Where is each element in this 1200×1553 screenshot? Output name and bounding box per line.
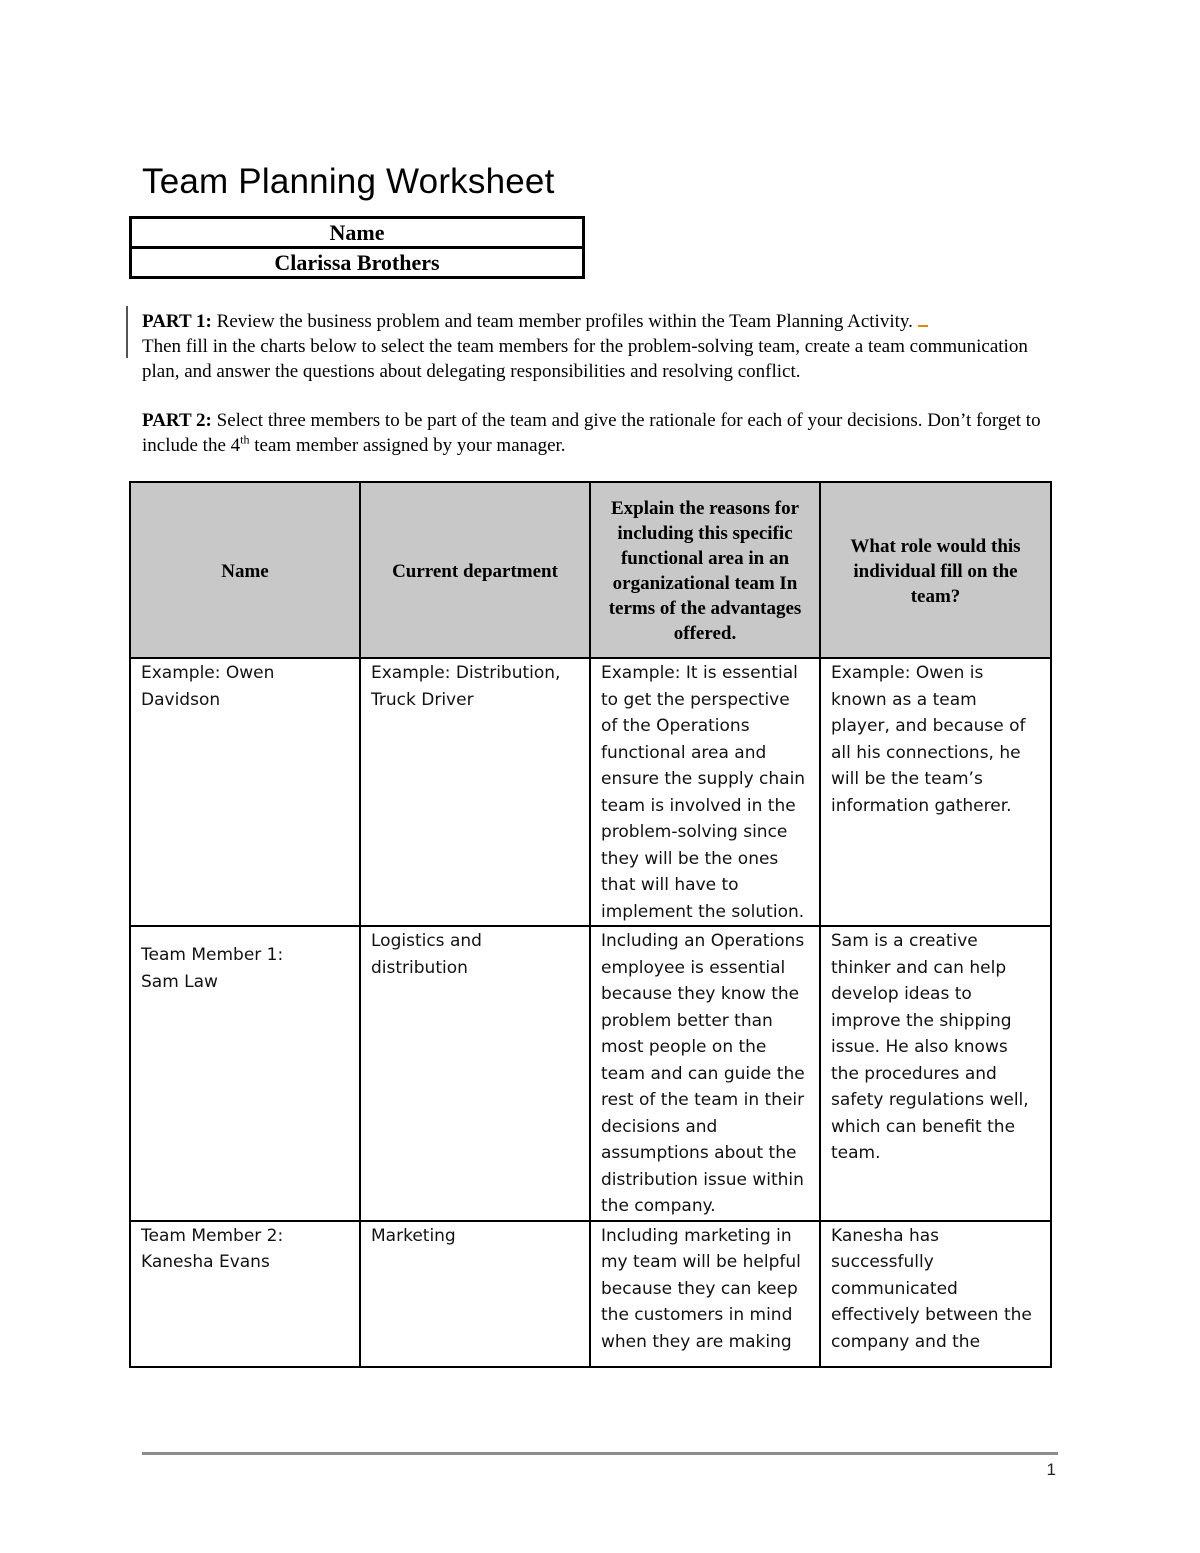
footer-rule	[142, 1452, 1058, 1455]
member1-name-value: Sam Law	[141, 971, 218, 992]
member2-department-cell[interactable]	[360, 1221, 590, 1367]
member1-name-label: Team Member 1:	[141, 945, 284, 966]
revision-mark-icon	[918, 311, 928, 327]
table-row	[130, 658, 1051, 926]
name-label: Name	[131, 218, 584, 248]
part1-text-rest: Then fill in the charts below to select the team members for the problem-solving team, create a team communication plan, and answer the questions about delegating responsibilities and resolving conflict.	[142, 336, 1028, 382]
member2-name-cell[interactable]	[130, 1221, 360, 1367]
member2-reason: Including marketing in my team will be helpful because they can keep the customers in mind when they are making	[601, 1225, 801, 1352]
header-role: What role would this individual fill on the team?	[820, 482, 1051, 658]
name-value[interactable]: Clarissa Brothers	[131, 248, 584, 278]
table-header-row	[130, 482, 1051, 658]
part2-text-a: Select three members to be part of the team and give the rationale for each of your decisions. Don’t forget to include the 4	[142, 410, 1041, 456]
example-department-cell[interactable]	[360, 658, 590, 926]
header-reasons: Explain the reasons for including this specific functional area in an organizational team In terms of the advantages offered.	[590, 482, 820, 658]
member2-reason-cell[interactable]	[590, 1221, 820, 1367]
member1-role: Sam is a creative thinker and can help develop ideas to improve the shipping issue. He also knows the procedures and safety regulations well, which can benefit the team.	[831, 931, 1029, 1163]
member2-name-label: Team Member 2:	[141, 1225, 284, 1246]
part1-label: PART 1:	[142, 311, 212, 332]
example-role: Example: Owen is known as a team player, and because of all his connections, he will be the team’s information gatherer.	[831, 663, 1026, 816]
part2-label: PART 2:	[142, 410, 212, 431]
example-name-cell[interactable]	[130, 658, 360, 926]
member2-name-value: Kanesha Evans	[141, 1252, 270, 1272]
page-title: Team Planning Worksheet	[142, 162, 555, 201]
table-row	[130, 926, 1051, 1221]
member1-reason: Including an Operations employee is essential because they know the problem better than most people on the team and can guide the rest of the team in their decisions and assumptions about the distribution issue within the company.	[601, 931, 805, 1216]
part1-instructions	[142, 309, 1042, 384]
member2-role: Kanesha has successfully communicated effectively between the company and the	[831, 1225, 1032, 1352]
member2-role-cell[interactable]	[820, 1221, 1051, 1367]
member1-department: Logistics and distribution	[371, 931, 482, 978]
member1-name-cell[interactable]	[130, 926, 360, 1221]
example-role-cell[interactable]	[820, 658, 1051, 926]
member1-role-cell[interactable]	[820, 926, 1051, 1221]
part1-text-line1: Review the business problem and team member profiles within the Team Planning Activity.	[211, 311, 918, 332]
part2-instructions	[142, 408, 1042, 458]
example-department: Example: Distribution, Truck Driver	[371, 663, 561, 710]
member2-department: Marketing	[371, 1225, 456, 1246]
page-number: 1	[1046, 1460, 1056, 1479]
table-row	[130, 1221, 1051, 1367]
example-name: Example: Owen Davidson	[141, 663, 275, 710]
revision-margin-bar	[126, 306, 128, 358]
part2-superscript: th	[240, 432, 250, 447]
name-box	[129, 216, 585, 279]
member1-reason-cell[interactable]	[590, 926, 820, 1221]
header-name: Name	[130, 482, 360, 658]
header-department: Current department	[360, 482, 590, 658]
example-reason: Example: It is essential to get the perspective of the Operations functional area and ensure the supply chain team is involved in the problem-solving since they will be the ones that will have to implement the solution.	[601, 663, 806, 922]
team-members-table	[129, 481, 1052, 1368]
part2-text-b: team member assigned by your manager.	[249, 435, 566, 456]
member1-department-cell[interactable]	[360, 926, 590, 1221]
example-reason-cell[interactable]	[590, 658, 820, 926]
